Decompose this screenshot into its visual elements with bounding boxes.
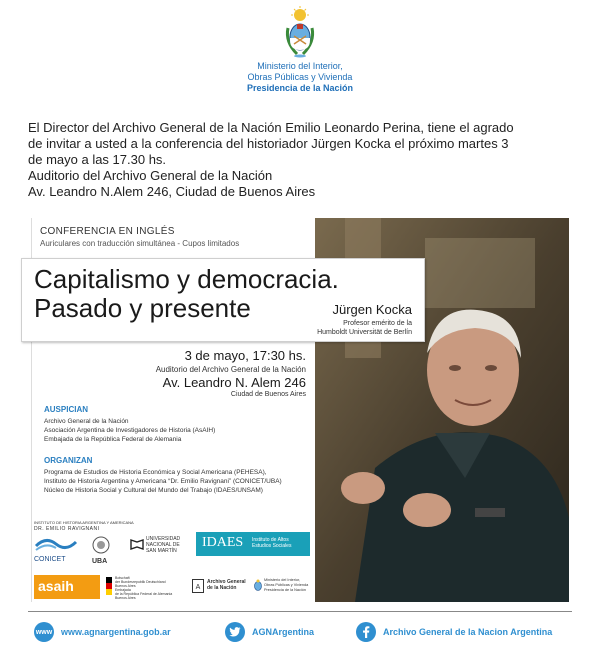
conicet-mark-icon (34, 536, 78, 552)
facebook-icon (356, 622, 376, 642)
speaker-role-line-1: Profesor emérito de la (343, 320, 412, 327)
speaker-name: Jürgen Kocka (332, 302, 412, 317)
organizers-title: ORGANIZAN (44, 456, 93, 465)
title-line-1: Capitalismo y democracia. (34, 264, 339, 294)
ministry-small-line-3: Presidencia de la Nación (264, 588, 307, 592)
conference-label: CONFERENCIA EN INGLÉS (40, 226, 175, 237)
organizer-item: Instituto de Historia Argentina y Americana “Dr. Emilio Ravignani” (CONICET/UBA) (44, 478, 282, 485)
facebook-f-icon (362, 626, 370, 638)
asaih-label: asaih (38, 578, 74, 594)
sponsor-item: Archivo General de la Nación (44, 418, 129, 425)
event-address: Av. Leandro N. Alem 246 (162, 375, 306, 390)
invitation-line-2: de invitar a usted a la conferencia del historiador Jürgen Kocka el próximo martes 3 (28, 136, 509, 151)
embassy-line-3: Buenos Aires (115, 584, 136, 588)
agn-logo (192, 578, 252, 598)
embassy-line-5: de la República Federal de Alemania (115, 592, 173, 596)
footer-facebook-link[interactable] (356, 621, 552, 643)
web-icon: www (34, 622, 54, 642)
uba-label: UBA (92, 558, 108, 565)
idaes-sub-1: Instituto de Altos (252, 537, 289, 543)
organizer-item: Programa de Estudios de Historia Económica y Social Americana (PEHESA), (44, 469, 267, 476)
event-city: Ciudad de Buenos Aires (230, 391, 306, 398)
conicet-label: CONICET (34, 556, 66, 563)
uba-seal-icon (92, 536, 110, 554)
twitter-icon (225, 622, 245, 642)
event-details (120, 348, 306, 398)
agn-line-2: de la Nación (207, 585, 237, 591)
conference-title (34, 265, 339, 323)
ravignani-logo (34, 520, 134, 532)
unsam-line-2: NACIONAL DE (146, 542, 180, 548)
presidency-line: Presidencia de la Nación (246, 83, 354, 93)
idaes-sub-2: Estudios Sociales (252, 543, 292, 549)
website-label: www.agnargentina.gob.ar (61, 627, 171, 637)
idaes-logo (196, 532, 310, 556)
unsam-line-3: SAN MARTÍN (146, 548, 177, 554)
invitation-line-4: Auditorio del Archivo General de la Nación (28, 168, 273, 183)
event-venue: Auditorio del Archivo General de la Nación (155, 365, 306, 374)
idaes-label: IDAES (202, 535, 244, 550)
twitter-label: AGNArgentina (252, 627, 315, 637)
invitation-line-3: de mayo a las 17.30 hs. (28, 152, 167, 167)
national-crest-icon (283, 6, 317, 58)
organizers-list (44, 468, 314, 495)
embassy-line-6: Buenos Aires (115, 596, 136, 600)
ministry-logo-small (254, 578, 314, 598)
invitation-line-1: El Director del Archivo General de la Nación Emilio Leonardo Perina, tiene el agrado (28, 120, 514, 135)
ministry-line-1: Ministerio del Interior, (257, 61, 343, 71)
german-embassy-logo (106, 576, 188, 600)
invitation-line-5: Av. Leandro N.Alem 246, Ciudad de Buenos Aires (28, 184, 316, 199)
speaker-role (292, 319, 412, 337)
ravignani-line-2: DR. EMILIO RAVIGNANI (34, 526, 100, 532)
conicet-logo (34, 536, 84, 562)
ministry-small-line-1: Ministerio del Interior, (264, 578, 301, 582)
embassy-line-2: der Bundesrepublik Deutschland (115, 580, 166, 584)
embassy-line-1: Botschaft (115, 576, 130, 580)
footer-twitter-link[interactable] (225, 621, 314, 643)
asaih-logo (34, 575, 100, 599)
conference-header (40, 226, 310, 248)
ministry-small-line-2: Obras Públicas y Vivienda (264, 583, 309, 587)
sponsors-title: AUSPICIAN (44, 405, 89, 414)
unsam-line-1: UNIVERSIDAD (146, 536, 181, 542)
small-crest-icon (254, 579, 262, 591)
title-line-2: Pasado y presente (34, 293, 251, 323)
german-flag-icon (106, 577, 112, 595)
sponsor-item: Asociación Argentina de Investigadores de Historia (AsAIH) (44, 427, 216, 434)
footer-website-link[interactable] (34, 621, 171, 643)
agn-line-1: Archivo General (207, 579, 246, 585)
invitation-text (28, 120, 584, 200)
footer-divider (28, 611, 572, 612)
conference-subtitle: Auriculares con traducción simultánea - Cupos limitados (40, 239, 240, 248)
sponsor-item: Embajada de la República Federal de Alemania (44, 436, 182, 443)
agn-mark-icon (192, 579, 204, 593)
embassy-line-4: Embajada (115, 588, 131, 592)
facebook-label: Archivo General de la Nacion Argentina (383, 627, 553, 637)
sponsors-list (44, 417, 314, 444)
uba-logo (92, 536, 128, 564)
ravignani-line-1: INSTITUTO DE HISTORIA ARGENTINA Y AMERICANA (34, 520, 134, 525)
ministry-line-2: Obras Públicas y Vivienda (247, 72, 353, 82)
twitter-bird-icon (229, 627, 241, 637)
unsam-logo (130, 536, 192, 564)
svg-text:A: A (195, 584, 201, 591)
speaker-role-line-2: Humboldt Universität de Berlín (317, 329, 412, 336)
ministry-heading (200, 61, 400, 94)
title-box (21, 258, 425, 342)
unsam-book-icon (130, 538, 144, 550)
organizer-item: Núcleo de Historia Social y Cultural del Mundo del Trabajo (IDAES/UNSAM) (44, 487, 263, 494)
event-date: 3 de mayo, 17:30 hs. (184, 348, 306, 363)
